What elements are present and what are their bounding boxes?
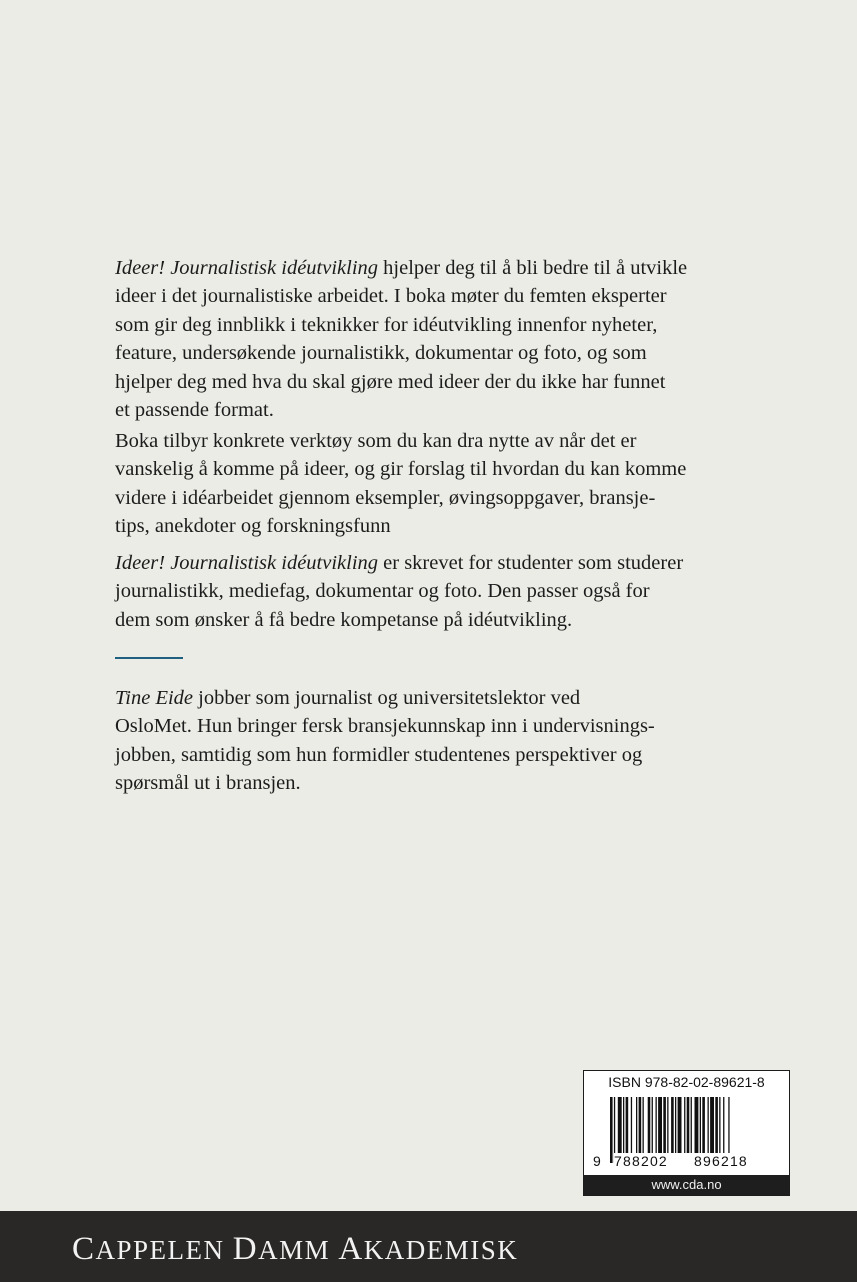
author-name-italic: Tine Eide: [115, 687, 194, 709]
line: spørsmål ut i bransjen.: [115, 772, 301, 795]
line: journalistikk, mediefag, dokumentar og foto. Den passer også for: [115, 580, 650, 603]
line-text: jobber som journalist og universitetslektor ved: [193, 687, 581, 709]
book-title-italic: Ideer! Journalistisk idéutvikling: [115, 552, 379, 574]
line: [115, 549, 765, 577]
line: [115, 254, 765, 282]
line: OsloMet. Hun bringer fersk bransjekunnskap inn i undervisnings-: [115, 715, 655, 738]
author-bio: [115, 684, 765, 798]
publisher-word: AMM: [258, 1235, 339, 1265]
line: tips, anekdoter og forskningsfunn: [115, 515, 391, 538]
description-paragraph-1: [115, 254, 765, 424]
line: som gir deg innblikk i teknikker for idéutvikling innenfor nyheter,: [115, 313, 658, 336]
publisher-website: www.cda.no: [584, 1175, 789, 1195]
description-paragraph-2: [115, 427, 765, 541]
book-title-italic: Ideer! Journalistisk idéutvikling: [115, 257, 379, 279]
line: vanskelig å komme på ideer, og gir forslag til hvordan du kan komme: [115, 458, 687, 481]
publisher-initial: D: [232, 1231, 259, 1267]
line: videre i idéarbeidet gjennom eksempler, øvingsoppgaver, bransje-: [115, 486, 656, 509]
line: Boka tilbyr konkrete verktøy som du kan dra nytte av når det er: [115, 430, 637, 452]
barcode-bar: [610, 1097, 613, 1163]
line: feature, undersøkende journalistikk, dokumentar og foto, og som: [115, 342, 647, 365]
isbn-barcode: [583, 1070, 790, 1196]
line: jobben, samtidig som hun formidler studentenes perspektiver og: [115, 743, 643, 766]
line: et passende format.: [115, 399, 274, 422]
isbn-label: ISBN 978-82-02-89621-8: [608, 1074, 765, 1090]
publisher-word: KADEMISK: [363, 1235, 519, 1265]
line-text: hjelper deg til å bli bedre til å utvikle: [378, 257, 688, 279]
description-paragraph-3: [115, 549, 765, 634]
barcode-digit-lead: 9: [593, 1153, 601, 1169]
line: [115, 684, 765, 712]
publisher-logo-text: [72, 1231, 518, 1268]
line: dem som ønsker å få bedre kompetanse på idéutvikling.: [115, 608, 573, 631]
line-text: er skrevet for studenter som studerer: [378, 552, 684, 574]
barcode-digits-left: 788202: [614, 1153, 692, 1169]
publisher-word: APPELEN: [95, 1235, 233, 1265]
line: hjelper deg med hva du skal gjøre med ideer der du ikke har funnet: [115, 370, 666, 393]
accent-divider: [115, 657, 183, 659]
publisher-initial: A: [338, 1231, 364, 1267]
barcode-digits-right: 896218: [694, 1153, 772, 1169]
line: ideer i det journalistiske arbeidet. I boka møter du femten eksperter: [115, 285, 667, 308]
publisher-initial: C: [72, 1231, 96, 1267]
